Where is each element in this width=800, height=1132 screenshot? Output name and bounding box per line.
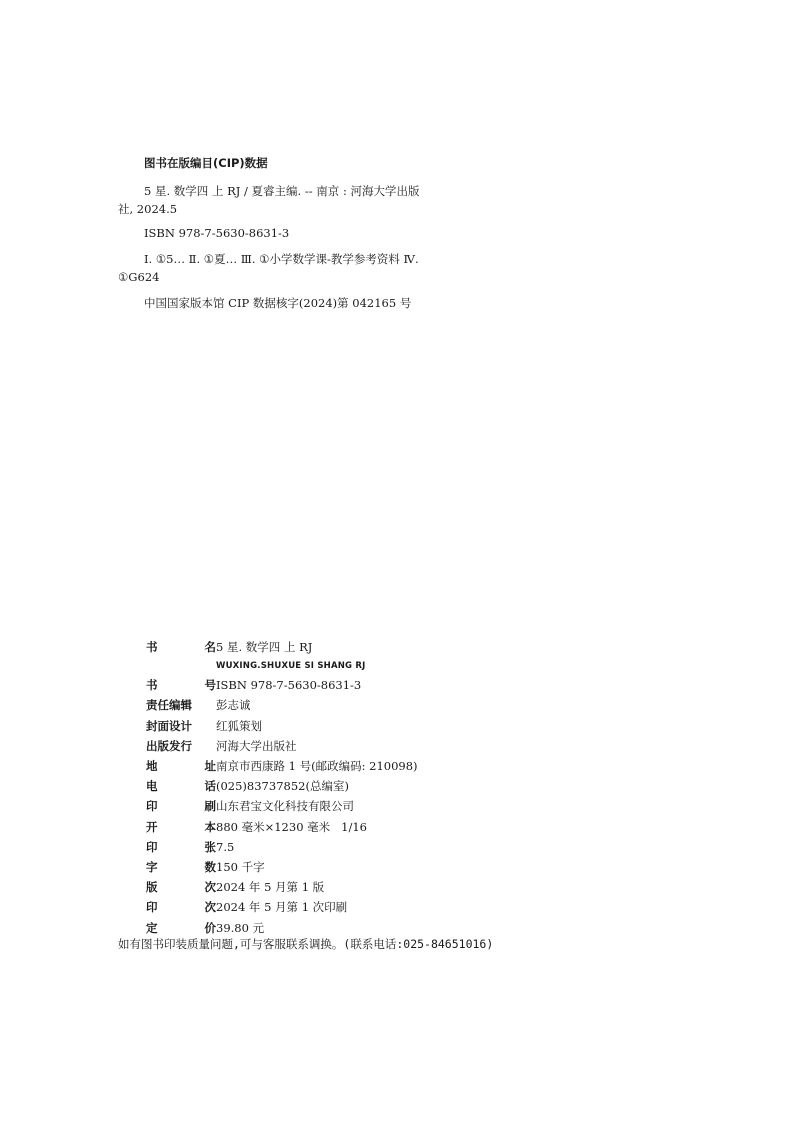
label-char: 址 — [204, 759, 216, 774]
colophon-row-edition — [146, 877, 418, 897]
colophon-label — [146, 839, 216, 855]
colophon-value-edition: 2024 年 5 月第 1 版 — [216, 880, 325, 895]
colophon-label — [146, 639, 216, 655]
colophon-row-sheets — [146, 837, 418, 857]
colophon-row-publisher — [146, 736, 418, 756]
label-char: 数 — [204, 859, 216, 874]
colophon-label — [146, 859, 216, 875]
colophon-table — [146, 637, 418, 938]
cip-subject-line: Ⅰ. ①5… Ⅱ. ①夏… Ⅲ. ①小学数学课-教学参考资料 Ⅳ. ①G624 — [118, 252, 419, 284]
label-char: 印 — [146, 900, 158, 915]
label-char: 印 — [146, 839, 158, 854]
label-char: 张 — [204, 839, 216, 854]
colophon-label: 出版发行 — [146, 738, 192, 753]
label-char: 话 — [204, 779, 216, 794]
colophon-label — [146, 778, 216, 794]
colophon-label — [146, 920, 216, 936]
colophon-value-price: 39.80 元 — [216, 920, 265, 935]
colophon-value-editor: 彭志诚 — [216, 698, 251, 713]
colophon-label — [146, 879, 216, 895]
label-char: 电 — [146, 779, 158, 794]
label-char: 定 — [146, 920, 158, 935]
cip-title-line: 5 星. 数学四 上 RJ / 夏睿主编. -- 南京 : 河海大学出版社, 2024.5 — [118, 184, 420, 216]
label-char: 号 — [204, 678, 216, 693]
label-char: 印 — [146, 799, 158, 814]
colophon-label — [146, 899, 216, 915]
colophon-value-format: 880 毫米×1230 毫米 1/16 — [216, 819, 367, 834]
colophon-value-printing: 2024 年 5 月第 1 次印刷 — [216, 900, 348, 915]
colophon-label: 责任编辑 — [146, 698, 192, 713]
colophon-row-printing — [146, 897, 418, 917]
label-char: 次 — [204, 900, 216, 915]
label-char: 书 — [146, 640, 158, 655]
colophon-value-isbn: ISBN 978-7-5630-8631-3 — [216, 678, 362, 693]
colophon-label: 封面设计 — [146, 718, 192, 733]
label-char: 价 — [204, 920, 216, 935]
label-char: 字 — [146, 859, 158, 874]
colophon-value-cover-design: 红狐策划 — [216, 718, 262, 733]
label-char: 书 — [146, 678, 158, 693]
colophon-label — [146, 677, 216, 693]
colophon-value-address: 南京市西康路 1 号(邮政编码: 210098) — [216, 759, 418, 774]
colophon-label — [146, 819, 216, 835]
label-char: 开 — [146, 819, 158, 834]
colophon-label — [146, 758, 216, 774]
label-char: 本 — [204, 819, 216, 834]
colophon-row-phone — [146, 776, 418, 796]
colophon-label — [146, 798, 216, 814]
colophon-row-editor — [146, 695, 418, 715]
colophon-row-address — [146, 756, 418, 776]
label-char: 版 — [146, 880, 158, 895]
colophon-value-phone: (025)83737852(总编室) — [216, 779, 349, 794]
cip-record-line: 中国国家版本馆 CIP 数据核字(2024)第 042165 号 — [144, 296, 412, 310]
label-char: 地 — [146, 759, 158, 774]
colophon-row-price — [146, 917, 418, 937]
label-char: 次 — [204, 880, 216, 895]
colophon-value-title: 5 星. 数学四 上 RJ — [216, 640, 313, 655]
quality-notice: 如有图书印装质量问题,可与客服联系调换。(联系电话:025-84651016) — [118, 937, 494, 951]
label-char: 刷 — [204, 799, 216, 814]
colophon-row-format — [146, 817, 418, 837]
cip-isbn-line: ISBN 978-7-5630-8631-3 — [144, 226, 290, 240]
cip-heading: 图书在版编目(CIP)数据 — [144, 156, 268, 170]
colophon-row-printer — [146, 796, 418, 816]
colophon-row-cover-design — [146, 716, 418, 736]
colophon-value-publisher: 河海大学出版社 — [216, 738, 297, 753]
colophon-row-title — [146, 637, 418, 657]
colophon-value-word-count: 150 千字 — [216, 859, 265, 874]
cip-block — [118, 154, 428, 316]
colophon-value-sheets: 7.5 — [216, 839, 235, 854]
colophon-row-isbn — [146, 675, 418, 695]
colophon-row-word-count — [146, 857, 418, 877]
colophon-value-printer: 山东君宝文化科技有限公司 — [216, 799, 354, 814]
label-char: 名 — [204, 640, 216, 655]
colophon-pinyin: WUXING.SHUXUE SI SHANG RJ — [216, 661, 366, 672]
